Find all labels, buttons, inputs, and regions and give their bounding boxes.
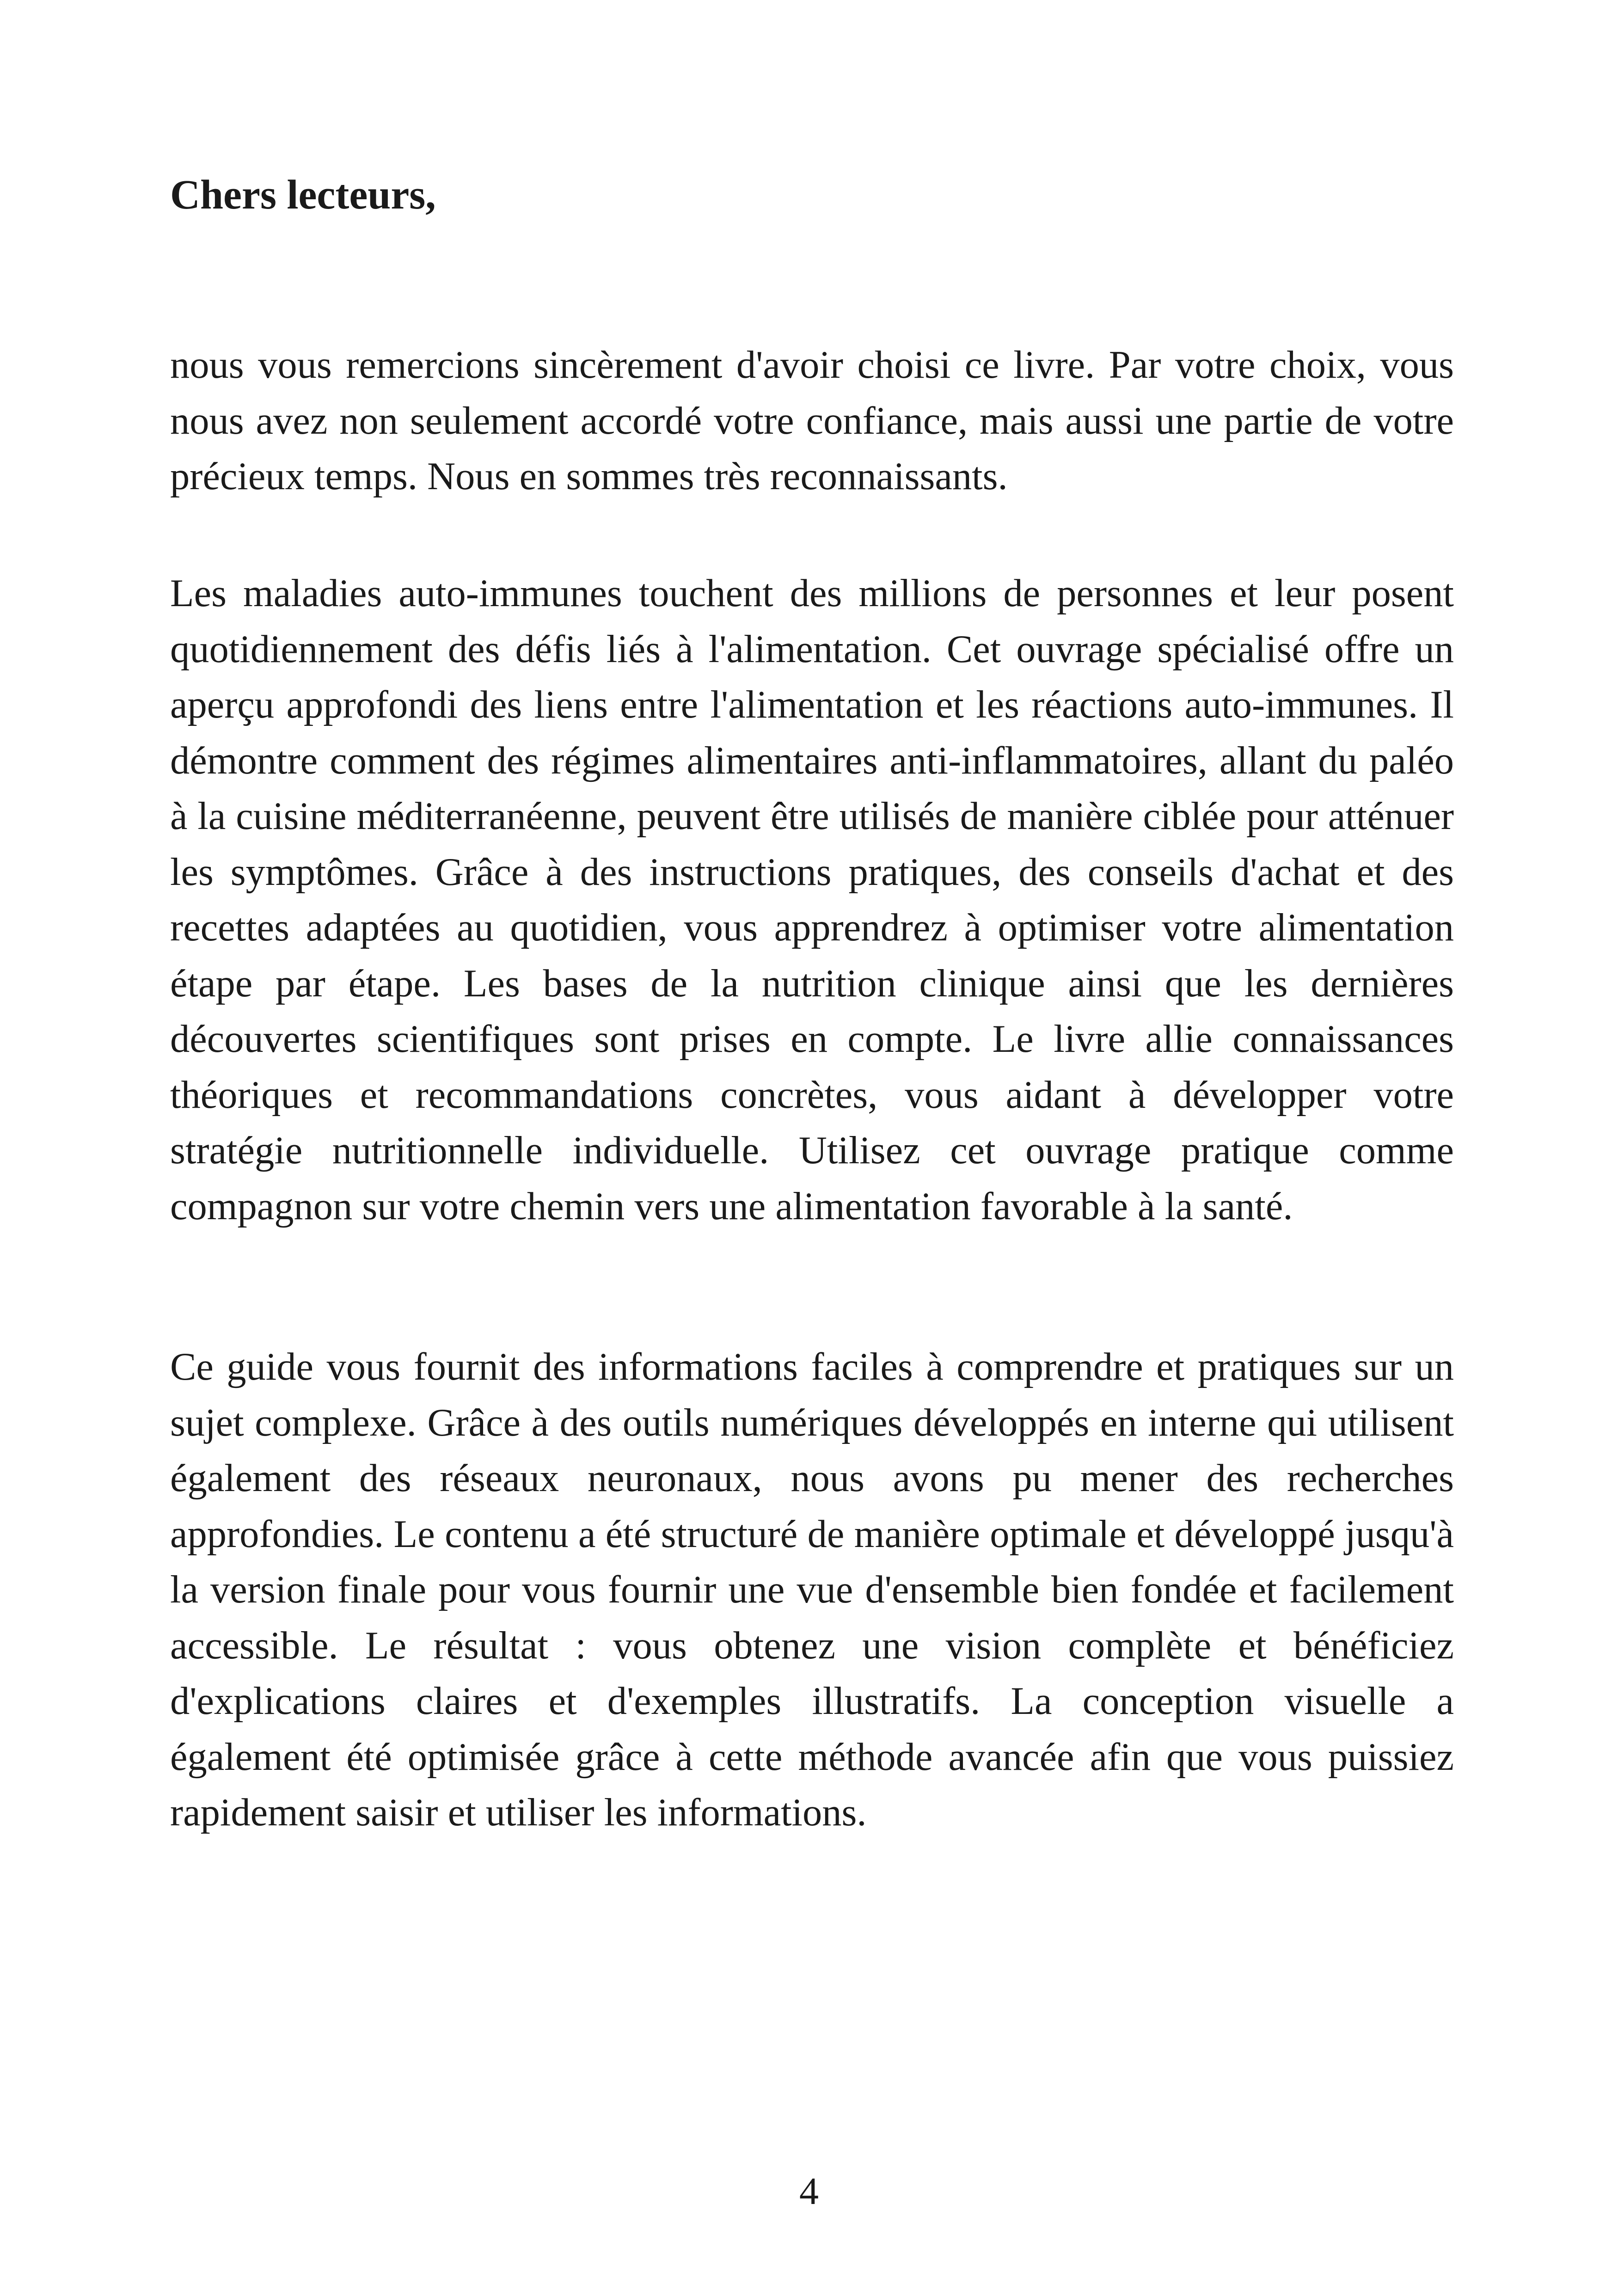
paragraph-guide-method: Ce guide vous fournit des informations faciles à comprendre et pratiques sur un sujet complexe. Grâce à des outils numériques développés en interne qui utilisent également des réseaux neuronaux, nous avons pu mener des recherches approfondies. Le contenu a été structuré de manière optimale et développé jusqu'à la version finale pour vous fournir une vue d'ensemble bien fondée et facilement accessible. Le résultat : vous obtenez une vision complète et bénéficiez d'explications claires et d'exemples illustratifs. La conception visuelle a également été optimisée grâce à cette méthode avancée afin que vous puissiez rapidement saisir et utiliser les informations. — [170, 1345, 1454, 1834]
paragraph-book-overview: Les maladies auto-immunes touchent des millions de personnes et leur posent quotidiennement des défis liés à l'alimentation. Cet ouvrage spécialisé offre un aperçu approfondi des liens entre l'alimentation et les réactions auto-immunes. Il démontre comment des régimes alimentaires anti-inflammatoires, allant du paléo à la cuisine méditerranéenne, peuvent être utilisés de manière ciblée pour atténuer les symptômes. Grâce à des instructions pratiques, des conseils d'achat et des recettes adaptées au quotidien, vous apprendrez à optimiser votre alimentation étape par étape. Les bases de la nutrition clinique ainsi que les dernières découvertes scientifiques sont prises en compte. Le livre allie connaissances théoriques et recommandations concrètes, vous aidant à développer votre stratégie nutritionnelle individuelle. Utilisez cet ouvrage pratique comme compagnon sur votre chemin vers une alimentation favorable à la santé. — [170, 572, 1454, 1228]
page-number: 4 — [799, 2170, 819, 2213]
paragraph-thanks: nous vous remercions sincèrement d'avoir choisi ce livre. Par votre choix, vous nous avez non seulement accordé votre confiance, mais aussi une partie de votre précieux temps. Nous en sommes très reconnaissants. — [170, 344, 1454, 498]
greeting-heading: Chers lecteurs, — [170, 172, 436, 218]
